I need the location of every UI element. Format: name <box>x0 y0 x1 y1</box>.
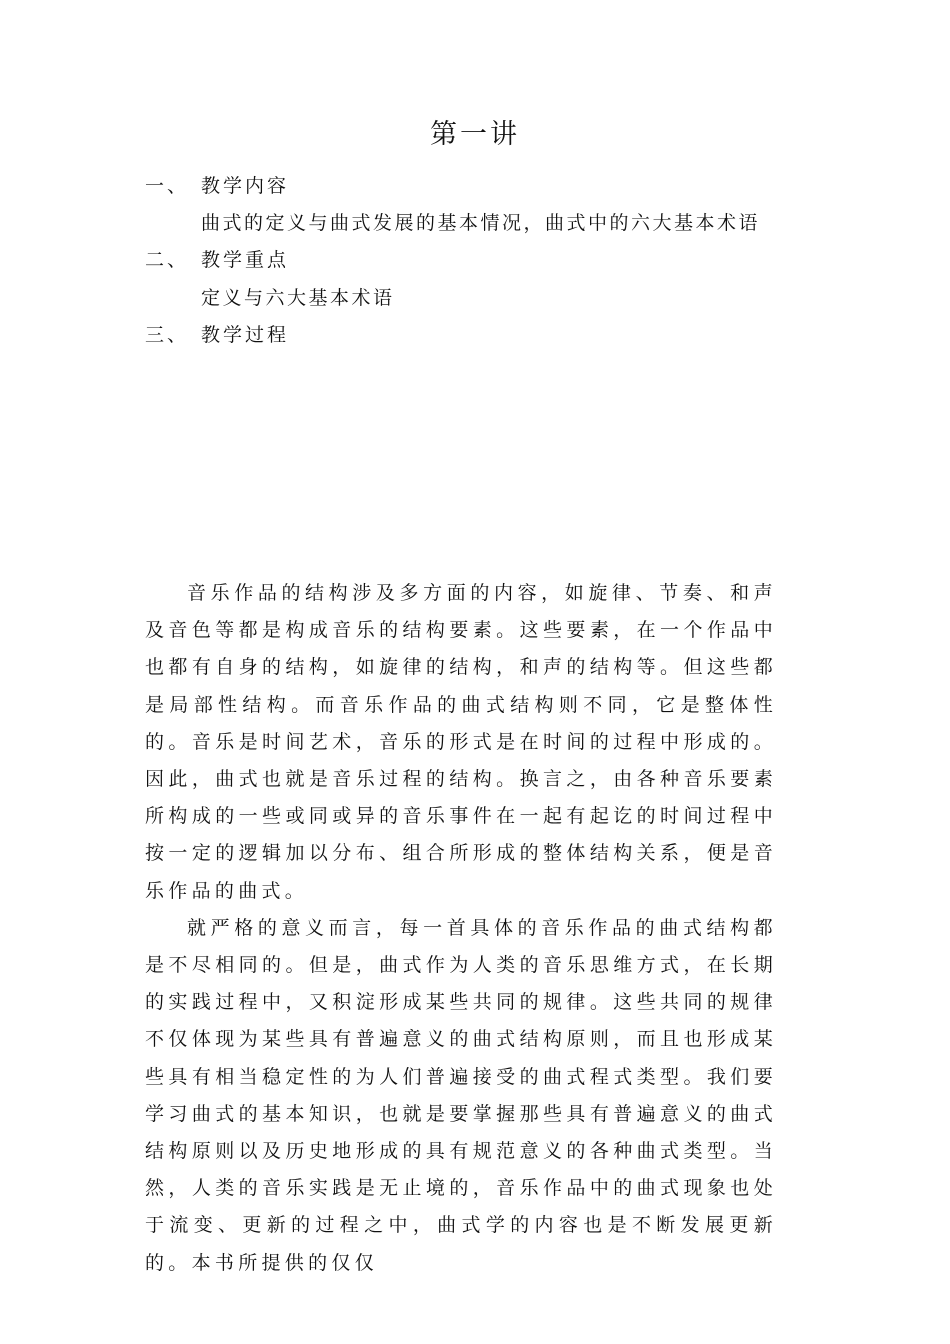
section-content-2: 定义与六大基本术语 <box>201 287 395 309</box>
section-number-1: 一、 <box>145 175 190 197</box>
section-heading-1 <box>145 171 289 198</box>
paragraph: 就严格的意义而言，每一首具体的音乐作品的曲式结构都是不尽相同的。但是，曲式作为人类的音乐思维方式，在长期的实践过程中，又积淀形成某些共同的规律。这些共同的规律不仅体现为某些具有普遍意义的曲式结构原则，而且也形成某些具有相当稳定性的为人们普遍接受的曲式程式类型。我们要学习曲式的基本知识，也就是要掌握那些具有普遍意义的曲式结构原则以及历史地形成的具有规范意义的各种曲式类型。当然，人类的音乐实践是无止境的，音乐作品中的曲式现象也处于流变、更新的过程之中，曲式学的内容也是不断发展更新的。本书所提供的仅仅 <box>145 916 777 1274</box>
page-title: 第一讲 <box>430 119 520 150</box>
section-title-2: 教学重点 <box>201 249 290 271</box>
section-number-3: 三、 <box>145 324 190 346</box>
section-number-2: 二、 <box>145 249 190 271</box>
body-text <box>145 575 777 1282</box>
section-title-1: 教学内容 <box>201 175 290 197</box>
paragraph: 音乐作品的结构涉及多方面的内容，如旋律、节奏、和声及音色等都是构成音乐的结构要素。这些要素，在一个作品中也都有自身的结构，如旋律的结构，和声的结构等。但这些都是局部性结构。而音乐作品的曲式结构则不同，它是整体性的。音乐是时间艺术，音乐的形式是在时间的过程中形成的。因此，曲式也就是音乐过程的结构。换言之，由各种音乐要素所构成的一些或同或异的音乐事件在一起有起讫的时间过程中按一定的逻辑加以分布、组合所形成的整体结构关系，便是音乐作品的曲式。 <box>145 582 777 902</box>
section-heading-2 <box>145 245 289 272</box>
section-content-1: 曲式的定义与曲式发展的基本情况，曲式中的六大基本术语 <box>201 212 761 234</box>
section-heading-3 <box>145 320 289 347</box>
section-title-3: 教学过程 <box>201 324 290 346</box>
